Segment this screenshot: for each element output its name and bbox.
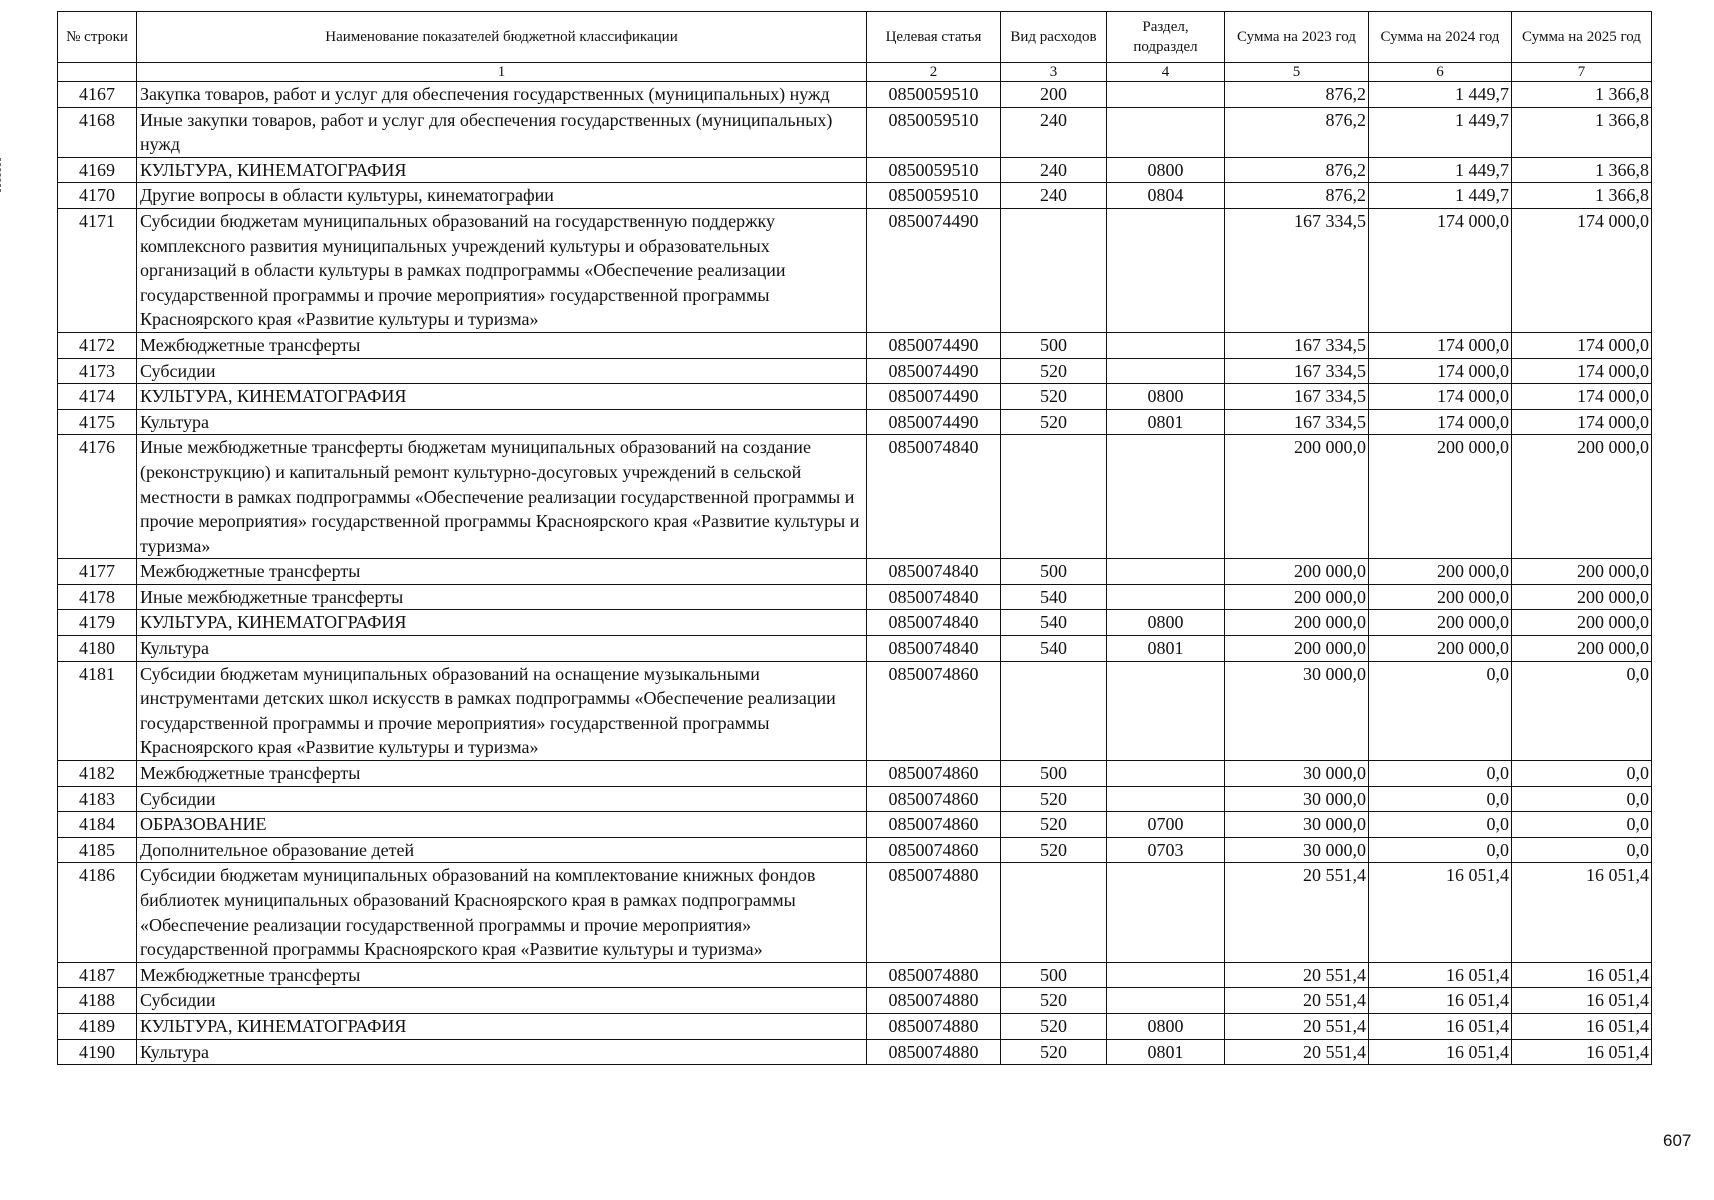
sum-2024: 1 449,7 — [1369, 157, 1512, 183]
section-code — [1107, 962, 1225, 988]
table-row — [58, 962, 1652, 988]
target-article: 0850074840 — [867, 636, 1001, 662]
sum-2023: 20 551,4 — [1225, 962, 1369, 988]
sum-2023: 30 000,0 — [1225, 786, 1369, 812]
indicator-name: КУЛЬТУРА, КИНЕМАТОГРАФИЯ — [137, 1013, 867, 1039]
sum-2024: 0,0 — [1369, 761, 1512, 787]
target-article: 0850074840 — [867, 559, 1001, 585]
col-number: 6 — [1369, 63, 1512, 82]
sum-2025: 16 051,4 — [1512, 1039, 1652, 1065]
sum-2024: 200 000,0 — [1369, 610, 1512, 636]
sum-2024: 0,0 — [1369, 812, 1512, 838]
sum-2025: 174 000,0 — [1512, 208, 1652, 332]
col-number: 5 — [1225, 63, 1369, 82]
expense-type: 520 — [1001, 988, 1107, 1014]
indicator-name: Культура — [137, 409, 867, 435]
header-sum-2023: Сумма на 2023 год — [1225, 12, 1369, 63]
sum-2023: 200 000,0 — [1225, 435, 1369, 559]
sum-2025: 174 000,0 — [1512, 332, 1652, 358]
sum-2025: 1 366,8 — [1512, 183, 1652, 209]
sum-2023: 876,2 — [1225, 82, 1369, 108]
row-number: 4183 — [58, 786, 137, 812]
sum-2023: 200 000,0 — [1225, 584, 1369, 610]
table-row — [58, 82, 1652, 108]
table-row — [58, 435, 1652, 559]
indicator-name: Межбюджетные трансферты — [137, 962, 867, 988]
section-code: 0800 — [1107, 157, 1225, 183]
sum-2024: 16 051,4 — [1369, 1013, 1512, 1039]
indicator-name: Межбюджетные трансферты — [137, 559, 867, 585]
expense-type: 200 — [1001, 82, 1107, 108]
table-row — [58, 584, 1652, 610]
row-number: 4181 — [58, 661, 137, 760]
expense-type: 500 — [1001, 559, 1107, 585]
expense-type: 500 — [1001, 962, 1107, 988]
section-code — [1107, 761, 1225, 787]
row-number: 4170 — [58, 183, 137, 209]
table-row — [58, 988, 1652, 1014]
row-number: 4186 — [58, 863, 137, 962]
target-article: 0850074840 — [867, 584, 1001, 610]
col-number: 7 — [1512, 63, 1652, 82]
sum-2024: 174 000,0 — [1369, 409, 1512, 435]
target-article: 0850074840 — [867, 610, 1001, 636]
sum-2025: 200 000,0 — [1512, 435, 1652, 559]
budget-table-sheet — [57, 11, 1651, 1065]
sum-2023: 200 000,0 — [1225, 559, 1369, 585]
sum-2025: 1 366,8 — [1512, 107, 1652, 157]
target-article: 0850074860 — [867, 786, 1001, 812]
header-sum-2024: Сумма на 2024 год — [1369, 12, 1512, 63]
target-article: 0850059510 — [867, 107, 1001, 157]
row-number: 4182 — [58, 761, 137, 787]
col-number: 3 — [1001, 63, 1107, 82]
row-number: 4172 — [58, 332, 137, 358]
section-code — [1107, 435, 1225, 559]
row-number: 4188 — [58, 988, 137, 1014]
indicator-name: Субсидии бюджетам муниципальных образований на государственную поддержку комплексного развития муниципальных учреждений культуры и образовательных организаций в области культуры в рамках подпрограммы «Обеспечение реализации государственной программы и прочие мероприятия» государственной программы Красноярского края «Развитие культуры и туризма» — [137, 208, 867, 332]
indicator-name: Субсидии бюджетам муниципальных образований на комплектование книжных фондов библиотек муниципальных образований Красноярского края в рамках подпрограммы «Обеспечение реализации государственной программы и прочие мероприятия» государственной программы Красноярского края «Развитие культуры и туризма» — [137, 863, 867, 962]
row-number: 4173 — [58, 358, 137, 384]
sum-2025: 200 000,0 — [1512, 559, 1652, 585]
table-header-row — [58, 12, 1652, 63]
row-number: 4175 — [58, 409, 137, 435]
expense-type — [1001, 208, 1107, 332]
row-number: 4190 — [58, 1039, 137, 1065]
expense-type: 500 — [1001, 761, 1107, 787]
sum-2025: 200 000,0 — [1512, 636, 1652, 662]
sum-2023: 20 551,4 — [1225, 988, 1369, 1014]
row-number: 4169 — [58, 157, 137, 183]
sum-2024: 16 051,4 — [1369, 1039, 1512, 1065]
section-code — [1107, 988, 1225, 1014]
indicator-name: Субсидии — [137, 988, 867, 1014]
expense-type: 520 — [1001, 786, 1107, 812]
sum-2025: 16 051,4 — [1512, 988, 1652, 1014]
sum-2025: 174 000,0 — [1512, 409, 1652, 435]
sum-2024: 200 000,0 — [1369, 584, 1512, 610]
indicator-name: Субсидии — [137, 786, 867, 812]
column-number-row — [58, 63, 1652, 82]
sum-2023: 200 000,0 — [1225, 610, 1369, 636]
row-number: 4167 — [58, 82, 137, 108]
expense-type: 240 — [1001, 107, 1107, 157]
row-number: 4187 — [58, 962, 137, 988]
target-article: 0850074860 — [867, 661, 1001, 760]
sum-2023: 876,2 — [1225, 107, 1369, 157]
sum-2025: 0,0 — [1512, 761, 1652, 787]
sum-2025: 0,0 — [1512, 837, 1652, 863]
row-number: 4171 — [58, 208, 137, 332]
sum-2024: 0,0 — [1369, 661, 1512, 760]
section-code — [1107, 332, 1225, 358]
indicator-name: Иные межбюджетные трансферты бюджетам муниципальных образований на создание (реконструкцию) и капитальный ремонт культурно-досуговых учреждений в сельской местности в рамках подпрограммы «Обеспечение реализации государственной программы и прочие мероприятия» государственной программы Красноярского края «Развитие культуры и туризма» — [137, 435, 867, 559]
expense-type: 240 — [1001, 183, 1107, 209]
expense-type: 500 — [1001, 332, 1107, 358]
sum-2023: 30 000,0 — [1225, 761, 1369, 787]
target-article: 0850059510 — [867, 82, 1001, 108]
table-row — [58, 157, 1652, 183]
row-number: 4176 — [58, 435, 137, 559]
sum-2024: 174 000,0 — [1369, 332, 1512, 358]
expense-type: 540 — [1001, 610, 1107, 636]
table-row — [58, 1039, 1652, 1065]
sum-2024: 16 051,4 — [1369, 988, 1512, 1014]
sum-2024: 16 051,4 — [1369, 863, 1512, 962]
table-row — [58, 107, 1652, 157]
indicator-name: Культура — [137, 636, 867, 662]
sum-2023: 30 000,0 — [1225, 661, 1369, 760]
target-article: 0850059510 — [867, 183, 1001, 209]
expense-type: 520 — [1001, 409, 1107, 435]
expense-type: 540 — [1001, 584, 1107, 610]
sum-2023: 876,2 — [1225, 157, 1369, 183]
expense-type: 520 — [1001, 1013, 1107, 1039]
sum-2025: 1 366,8 — [1512, 82, 1652, 108]
indicator-name: Межбюджетные трансферты — [137, 761, 867, 787]
header-name: Наименование показателей бюджетной классификации — [137, 12, 867, 63]
expense-type: 520 — [1001, 1039, 1107, 1065]
table-body — [58, 82, 1652, 1065]
table-row — [58, 636, 1652, 662]
sum-2023: 167 334,5 — [1225, 409, 1369, 435]
section-code: 0800 — [1107, 610, 1225, 636]
table-row — [58, 786, 1652, 812]
indicator-name: КУЛЬТУРА, КИНЕМАТОГРАФИЯ — [137, 157, 867, 183]
col-number — [58, 63, 137, 82]
target-article: 0850074880 — [867, 962, 1001, 988]
header-target: Целевая статья — [867, 12, 1001, 63]
target-article: 0850074880 — [867, 1039, 1001, 1065]
section-code: 0703 — [1107, 837, 1225, 863]
indicator-name: Межбюджетные трансферты — [137, 332, 867, 358]
table-row — [58, 384, 1652, 410]
sum-2024: 1 449,7 — [1369, 107, 1512, 157]
sum-2023: 876,2 — [1225, 183, 1369, 209]
section-code — [1107, 107, 1225, 157]
header-sum-2025: Сумма на 2025 год — [1512, 12, 1652, 63]
table-row — [58, 183, 1652, 209]
row-number: 4180 — [58, 636, 137, 662]
expense-type — [1001, 435, 1107, 559]
table-row — [58, 761, 1652, 787]
sum-2023: 30 000,0 — [1225, 812, 1369, 838]
sum-2023: 30 000,0 — [1225, 837, 1369, 863]
section-code: 0800 — [1107, 384, 1225, 410]
sum-2024: 174 000,0 — [1369, 208, 1512, 332]
indicator-name: Дополнительное образование детей — [137, 837, 867, 863]
target-article: 0850074880 — [867, 863, 1001, 962]
section-code: 0801 — [1107, 636, 1225, 662]
sum-2023: 20 551,4 — [1225, 1039, 1369, 1065]
sum-2024: 200 000,0 — [1369, 559, 1512, 585]
col-number: 4 — [1107, 63, 1225, 82]
target-article: 0850074490 — [867, 332, 1001, 358]
target-article: 0850074880 — [867, 988, 1001, 1014]
indicator-name: Другие вопросы в области культуры, кинематографии — [137, 183, 867, 209]
scan-edge-mark — [0, 158, 3, 192]
target-article: 0850074490 — [867, 358, 1001, 384]
sum-2025: 16 051,4 — [1512, 962, 1652, 988]
sum-2024: 1 449,7 — [1369, 183, 1512, 209]
row-number: 4174 — [58, 384, 137, 410]
sum-2023: 20 551,4 — [1225, 1013, 1369, 1039]
page-number: 607 — [1663, 1131, 1692, 1150]
target-article: 0850074880 — [867, 1013, 1001, 1039]
table-row — [58, 358, 1652, 384]
sum-2024: 1 449,7 — [1369, 82, 1512, 108]
table-row — [58, 559, 1652, 585]
expense-type: 240 — [1001, 157, 1107, 183]
indicator-name: Субсидии бюджетам муниципальных образований на оснащение музыкальными инструментами детских школ искусств в рамках подпрограммы «Обеспечение реализации государственной программы и прочие мероприятия» государственной программы Красноярского края «Развитие культуры и туризма» — [137, 661, 867, 760]
row-number: 4189 — [58, 1013, 137, 1039]
sum-2023: 167 334,5 — [1225, 332, 1369, 358]
expense-type: 520 — [1001, 384, 1107, 410]
section-code — [1107, 358, 1225, 384]
section-code: 0700 — [1107, 812, 1225, 838]
table-row — [58, 208, 1652, 332]
target-article: 0850074490 — [867, 208, 1001, 332]
sum-2025: 174 000,0 — [1512, 358, 1652, 384]
section-code: 0801 — [1107, 409, 1225, 435]
target-article: 0850074860 — [867, 837, 1001, 863]
indicator-name: Иные закупки товаров, работ и услуг для обеспечения государственных (муниципальных) нужд — [137, 107, 867, 157]
table-row — [58, 610, 1652, 636]
target-article: 0850074840 — [867, 435, 1001, 559]
table-row — [58, 837, 1652, 863]
sum-2023: 167 334,5 — [1225, 208, 1369, 332]
table-row — [58, 1013, 1652, 1039]
section-code — [1107, 661, 1225, 760]
section-code — [1107, 786, 1225, 812]
budget-table — [57, 11, 1652, 1065]
sum-2024: 174 000,0 — [1369, 358, 1512, 384]
header-row-no: № строки — [58, 12, 137, 63]
sum-2024: 200 000,0 — [1369, 636, 1512, 662]
target-article: 0850074490 — [867, 384, 1001, 410]
target-article: 0850074860 — [867, 812, 1001, 838]
section-code: 0801 — [1107, 1039, 1225, 1065]
sum-2025: 16 051,4 — [1512, 1013, 1652, 1039]
expense-type — [1001, 661, 1107, 760]
sum-2025: 16 051,4 — [1512, 863, 1652, 962]
indicator-name: Культура — [137, 1039, 867, 1065]
header-section: Раздел, подраздел — [1107, 12, 1225, 63]
expense-type: 520 — [1001, 812, 1107, 838]
expense-type: 520 — [1001, 837, 1107, 863]
row-number: 4184 — [58, 812, 137, 838]
indicator-name: Иные межбюджетные трансферты — [137, 584, 867, 610]
sum-2023: 167 334,5 — [1225, 358, 1369, 384]
section-code — [1107, 559, 1225, 585]
sum-2023: 20 551,4 — [1225, 863, 1369, 962]
col-number: 1 — [137, 63, 867, 82]
target-article: 0850074490 — [867, 409, 1001, 435]
table-row — [58, 661, 1652, 760]
expense-type — [1001, 863, 1107, 962]
sum-2025: 200 000,0 — [1512, 610, 1652, 636]
sum-2025: 1 366,8 — [1512, 157, 1652, 183]
indicator-name: Субсидии — [137, 358, 867, 384]
sum-2024: 16 051,4 — [1369, 962, 1512, 988]
section-code — [1107, 208, 1225, 332]
row-number: 4178 — [58, 584, 137, 610]
indicator-name: ОБРАЗОВАНИЕ — [137, 812, 867, 838]
sum-2023: 167 334,5 — [1225, 384, 1369, 410]
target-article: 0850074860 — [867, 761, 1001, 787]
expense-type: 520 — [1001, 358, 1107, 384]
section-code: 0800 — [1107, 1013, 1225, 1039]
indicator-name: КУЛЬТУРА, КИНЕМАТОГРАФИЯ — [137, 384, 867, 410]
table-row — [58, 812, 1652, 838]
sum-2025: 0,0 — [1512, 661, 1652, 760]
sum-2025: 174 000,0 — [1512, 384, 1652, 410]
section-code — [1107, 82, 1225, 108]
table-row — [58, 409, 1652, 435]
col-number: 2 — [867, 63, 1001, 82]
sum-2024: 174 000,0 — [1369, 384, 1512, 410]
table-row — [58, 863, 1652, 962]
section-code: 0804 — [1107, 183, 1225, 209]
row-number: 4177 — [58, 559, 137, 585]
sum-2023: 200 000,0 — [1225, 636, 1369, 662]
table-row — [58, 332, 1652, 358]
sum-2025: 200 000,0 — [1512, 584, 1652, 610]
row-number: 4168 — [58, 107, 137, 157]
sum-2024: 0,0 — [1369, 786, 1512, 812]
target-article: 0850059510 — [867, 157, 1001, 183]
section-code — [1107, 584, 1225, 610]
sum-2025: 0,0 — [1512, 812, 1652, 838]
expense-type: 540 — [1001, 636, 1107, 662]
row-number: 4185 — [58, 837, 137, 863]
row-number: 4179 — [58, 610, 137, 636]
sum-2024: 0,0 — [1369, 837, 1512, 863]
sum-2025: 0,0 — [1512, 786, 1652, 812]
header-expense-type: Вид расходов — [1001, 12, 1107, 63]
section-code — [1107, 863, 1225, 962]
indicator-name: Закупка товаров, работ и услуг для обеспечения государственных (муниципальных) нужд — [137, 82, 867, 108]
indicator-name: КУЛЬТУРА, КИНЕМАТОГРАФИЯ — [137, 610, 867, 636]
sum-2024: 200 000,0 — [1369, 435, 1512, 559]
